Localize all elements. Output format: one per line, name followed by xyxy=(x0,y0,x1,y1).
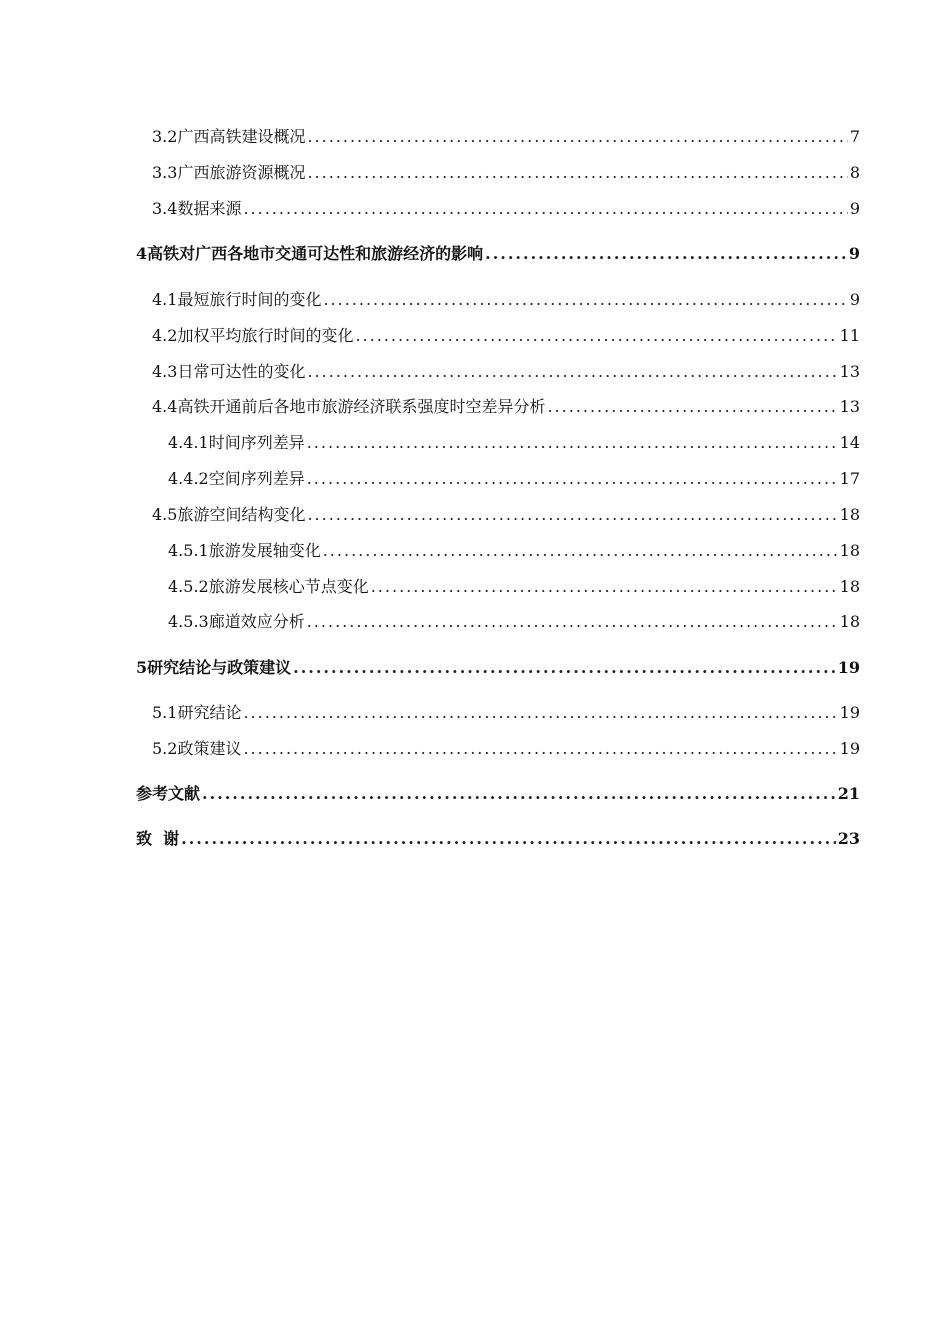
toc-entry-page: 9 xyxy=(848,244,860,263)
toc-leader-dots xyxy=(243,738,837,760)
toc-leader-dots xyxy=(355,325,837,347)
toc-entry-page: 7 xyxy=(849,127,860,146)
toc-entry-page: 8 xyxy=(849,163,860,182)
toc-leader-dots xyxy=(485,243,847,265)
toc-leader-dots xyxy=(307,162,847,184)
toc-entry-page: 17 xyxy=(839,469,860,488)
toc-entry-page: 13 xyxy=(839,397,860,416)
toc-subsection-entry[interactable] xyxy=(168,468,860,490)
toc-entry[interactable] xyxy=(152,162,860,184)
toc-entry-title: 4高铁对广西各地市交通可达性和旅游经济的影响 xyxy=(136,244,484,263)
toc-entry-title: 致 谢 xyxy=(136,829,180,848)
toc-entry-title: 3.4数据来源 xyxy=(152,199,242,218)
toc-subsection-entry[interactable] xyxy=(168,611,860,633)
toc-entry-title: 4.5.3廊道效应分析 xyxy=(168,612,305,631)
toc-entry-title: 5.1研究结论 xyxy=(152,703,242,722)
toc-entry-page: 19 xyxy=(839,703,860,722)
toc-entry-title: 5研究结论与政策建议 xyxy=(136,658,292,677)
toc-entry-title: 参考文献 xyxy=(136,784,201,803)
toc-leader-dots xyxy=(307,361,837,383)
toc-subsection-entry[interactable] xyxy=(168,432,860,454)
toc-entry-page: 23 xyxy=(837,829,860,848)
toc-entry-title: 4.4.2空间序列差异 xyxy=(168,469,305,488)
toc-leader-dots xyxy=(323,540,838,562)
toc-entry-title: 4.5旅游空间结构变化 xyxy=(152,505,306,524)
toc-entry-page: 21 xyxy=(837,784,860,803)
toc-chapter-entry[interactable] xyxy=(136,783,860,805)
toc-entry[interactable] xyxy=(152,361,860,383)
toc-entry-title: 4.4.1时间序列差异 xyxy=(168,433,305,452)
toc-leader-dots xyxy=(307,432,838,454)
toc-subsection-entry[interactable] xyxy=(168,540,860,562)
toc-leader-dots xyxy=(202,783,836,805)
toc-entry-page: 9 xyxy=(849,199,860,218)
toc-leader-dots xyxy=(323,289,847,311)
toc-chapter-entry[interactable] xyxy=(136,828,860,850)
toc-entry[interactable] xyxy=(152,396,860,418)
toc-entry-page: 19 xyxy=(839,739,860,758)
toc-entry[interactable] xyxy=(152,504,860,526)
toc-leader-dots xyxy=(181,828,836,850)
toc-leader-dots xyxy=(307,126,847,148)
toc-entry-page: 14 xyxy=(839,433,860,452)
toc-entry-title: 4.3日常可达性的变化 xyxy=(152,362,306,381)
toc-entry[interactable] xyxy=(152,198,860,220)
toc-entry[interactable] xyxy=(152,289,860,311)
toc-leader-dots xyxy=(371,576,838,598)
toc-leader-dots xyxy=(307,468,838,490)
toc-leader-dots xyxy=(547,396,837,418)
toc-entry[interactable] xyxy=(152,702,860,724)
toc-entry-title: 5.2政策建议 xyxy=(152,739,242,758)
toc-entry-page: 11 xyxy=(839,326,860,345)
toc-entry-page: 18 xyxy=(839,612,860,631)
toc-entry-page: 13 xyxy=(839,362,860,381)
toc-entry-page: 9 xyxy=(849,290,860,309)
toc-entry[interactable] xyxy=(152,738,860,760)
toc-leader-dots xyxy=(307,504,837,526)
toc-subsection-entry[interactable] xyxy=(168,576,860,598)
toc-leader-dots xyxy=(307,611,838,633)
toc-entry-title: 4.5.2旅游发展核心节点变化 xyxy=(168,577,369,596)
toc-entry-page: 18 xyxy=(839,577,860,596)
toc-entry[interactable] xyxy=(152,126,860,148)
toc-entry-title: 4.4高铁开通前后各地市旅游经济联系强度时空差异分析 xyxy=(152,397,546,416)
toc-chapter-entry[interactable] xyxy=(136,657,860,679)
toc-entry[interactable] xyxy=(152,325,860,347)
toc-entry-title: 4.2加权平均旅行时间的变化 xyxy=(152,326,354,345)
toc-entry-title: 3.2广西高铁建设概况 xyxy=(152,127,306,146)
toc-entry-title: 3.3广西旅游资源概况 xyxy=(152,163,306,182)
toc-leader-dots xyxy=(243,702,837,724)
toc-leader-dots xyxy=(243,198,847,220)
toc-chapter-entry[interactable] xyxy=(136,243,860,265)
toc-entry-title: 4.1最短旅行时间的变化 xyxy=(152,290,322,309)
toc-entry-page: 18 xyxy=(839,505,860,524)
toc-entry-title: 4.5.1旅游发展轴变化 xyxy=(168,541,321,560)
toc-entry-page: 18 xyxy=(839,541,860,560)
toc-entry-page: 19 xyxy=(837,658,860,677)
toc-leader-dots xyxy=(293,657,836,679)
